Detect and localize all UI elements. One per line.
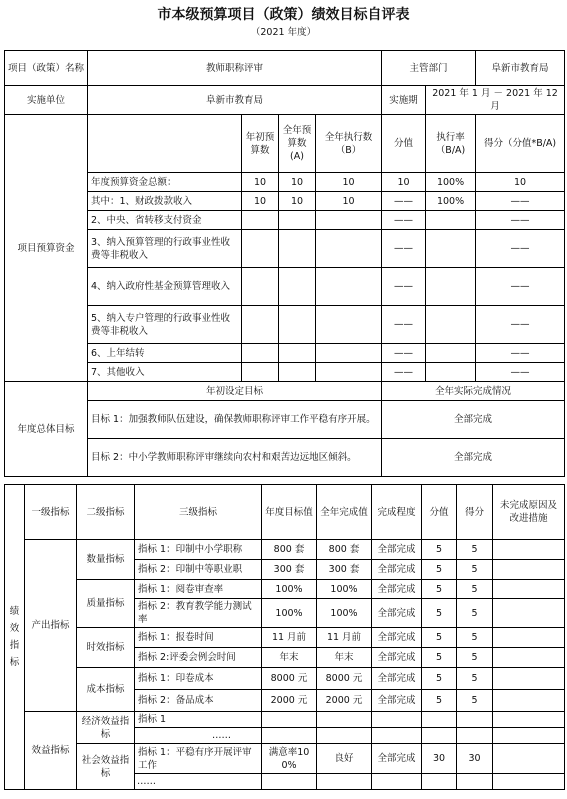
budget-cell-earned: —— (476, 211, 565, 230)
perf-benefit-label: 效益指标 (25, 712, 77, 790)
table-row (5, 192, 565, 211)
perf-social-label: 社会效益指标 (77, 744, 135, 790)
budget-cell-score: 10 (382, 173, 426, 192)
budget-cell-executed (316, 230, 382, 268)
budget-cell-earned: —— (476, 306, 565, 344)
budget-cell-executed (316, 306, 382, 344)
indicator-reason (493, 712, 565, 728)
perf-quantity-label: 数量指标 (77, 540, 135, 580)
goal-actual: 全部完成 (382, 401, 565, 439)
impl-label: 实施单位 (5, 86, 88, 115)
perf-section-label: 绩效指标 (5, 485, 25, 790)
indicator-name: 指标 2：教育教学能力测试率 (135, 599, 262, 628)
indicator-name: 指标 1：阅卷审查率 (135, 580, 262, 599)
budget-cell-full-year (279, 230, 316, 268)
budget-header-blank (88, 115, 242, 173)
budget-cell-executed (316, 211, 382, 230)
budget-cell-initial (242, 230, 279, 268)
perf-header-reason: 未完成原因及改进措施 (493, 485, 565, 540)
budget-cell-initial (242, 363, 279, 382)
indicator-score (422, 728, 457, 744)
indicator-earned: 5 (457, 560, 493, 580)
budget-cell-score: —— (382, 192, 426, 211)
indicator-earned: 5 (457, 690, 493, 712)
budget-cell-executed (316, 363, 382, 382)
project-label: 项目（政策）名称 (5, 51, 88, 86)
budget-row-name: 年度预算资金总额： (88, 173, 242, 192)
perf-header-l3: 三级指标 (135, 485, 262, 540)
indicator-reason (493, 580, 565, 599)
goals-header-target: 年初设定目标 (88, 382, 382, 401)
budget-header-full-year: 全年预算数(A) (279, 115, 316, 173)
indicator-degree: 全部完成 (372, 580, 422, 599)
impl-value: 阜新市教育局 (88, 86, 382, 115)
performance-table (4, 484, 565, 790)
perf-output-label: 产出指标 (25, 540, 77, 712)
indicator-degree: 全部完成 (372, 628, 422, 648)
budget-cell-executed (316, 344, 382, 363)
table-row (5, 628, 565, 648)
indicator-degree: 全部完成 (372, 599, 422, 628)
budget-cell-rate: 100% (426, 173, 476, 192)
indicator-target: 11 月前 (262, 628, 317, 648)
indicator-actual: 8000 元 (317, 668, 372, 690)
perf-cost-label: 成本指标 (77, 668, 135, 712)
indicator-name: 指标 2：备品成本 (135, 690, 262, 712)
indicator-target: 满意率100% (262, 744, 317, 774)
budget-cell-initial: 10 (242, 173, 279, 192)
indicator-earned: 5 (457, 599, 493, 628)
budget-cell-earned: —— (476, 363, 565, 382)
period-value: 2021 年 1 月 － 2021 年 12 月 (426, 86, 565, 115)
indicator-reason (493, 648, 565, 668)
budget-cell-earned: —— (476, 268, 565, 306)
indicator-name: 指标 1：印卷成本 (135, 668, 262, 690)
budget-header-executed: 全年执行数（B） (316, 115, 382, 173)
indicator-target (262, 728, 317, 744)
indicator-target (262, 712, 317, 728)
budget-row-name: 6、上年结转 (88, 344, 242, 363)
indicator-name: 指标 1：报卷时间 (135, 628, 262, 648)
indicator-actual: 11 月前 (317, 628, 372, 648)
budget-section-label: 项目预算资金 (5, 115, 88, 382)
table-row (5, 668, 565, 690)
budget-cell-initial: 10 (242, 192, 279, 211)
budget-cell-score: —— (382, 363, 426, 382)
budget-cell-rate (426, 211, 476, 230)
indicator-score: 30 (422, 744, 457, 774)
budget-cell-executed (316, 268, 382, 306)
indicator-reason (493, 744, 565, 774)
indicator-reason (493, 628, 565, 648)
budget-cell-score: —— (382, 211, 426, 230)
indicator-actual: 2000 元 (317, 690, 372, 712)
indicator-name: 指标 1 (135, 712, 262, 728)
budget-cell-earned: —— (476, 230, 565, 268)
indicator-actual (317, 728, 372, 744)
goals-section-label: 年度总体目标 (5, 382, 88, 477)
indicator-target: 300 套 (262, 560, 317, 580)
budget-cell-earned: 10 (476, 173, 565, 192)
table-row (5, 230, 565, 268)
indicator-degree: 全部完成 (372, 744, 422, 774)
budget-row-name: 5、纳入专户管理的行政事业性收费等非税收入 (88, 306, 242, 344)
indicator-reason (493, 668, 565, 690)
table-row (5, 344, 565, 363)
budget-row-name: 4、纳入政府性基金预算管理收入 (88, 268, 242, 306)
indicator-reason (493, 599, 565, 628)
budget-cell-executed: 10 (316, 173, 382, 192)
budget-cell-rate: 100% (426, 192, 476, 211)
indicator-actual (317, 774, 372, 790)
table-row (5, 540, 565, 560)
goal-actual: 全部完成 (382, 439, 565, 477)
budget-cell-full-year (279, 268, 316, 306)
table-row (5, 439, 565, 477)
indicator-score: 5 (422, 599, 457, 628)
indicator-actual: 年末 (317, 648, 372, 668)
indicator-earned: 5 (457, 668, 493, 690)
dept-label: 主管部门 (382, 51, 476, 86)
indicator-earned: 5 (457, 648, 493, 668)
indicator-target: 100% (262, 580, 317, 599)
indicator-degree (372, 728, 422, 744)
budget-table (4, 50, 565, 477)
budget-cell-score: —— (382, 230, 426, 268)
indicator-name: 指标 1：印制中小学职称 (135, 540, 262, 560)
budget-cell-full-year (279, 344, 316, 363)
budget-cell-initial (242, 268, 279, 306)
perf-timeliness-label: 时效指标 (77, 628, 135, 668)
indicator-reason (493, 690, 565, 712)
budget-cell-initial (242, 306, 279, 344)
indicator-score: 5 (422, 668, 457, 690)
indicator-actual: 300 套 (317, 560, 372, 580)
page-title: 市本级预算项目（政策）绩效目标自评表 (157, 7, 410, 23)
indicator-score: 5 (422, 540, 457, 560)
indicator-earned (457, 774, 493, 790)
indicator-score: 5 (422, 628, 457, 648)
indicator-earned: 30 (457, 744, 493, 774)
budget-cell-initial (242, 211, 279, 230)
perf-header-l1: 一级指标 (25, 485, 77, 540)
indicator-target: 100% (262, 599, 317, 628)
indicator-score: 5 (422, 560, 457, 580)
budget-row-name: 2、中央、省转移支付资金 (88, 211, 242, 230)
indicator-actual: 良好 (317, 744, 372, 774)
indicator-score (422, 774, 457, 790)
table-row (5, 211, 565, 230)
budget-row-name: 7、其他收入 (88, 363, 242, 382)
budget-cell-score: —— (382, 306, 426, 344)
indicator-reason (493, 540, 565, 560)
indicator-earned: 5 (457, 540, 493, 560)
table-row (5, 268, 565, 306)
ellipsis-row: …… (135, 728, 262, 744)
indicator-earned (457, 712, 493, 728)
perf-quality-label: 质量指标 (77, 580, 135, 628)
indicator-reason (493, 774, 565, 790)
budget-row-name: 3、纳入预算管理的行政事业性收费等非税收入 (88, 230, 242, 268)
perf-header-earned: 得分 (457, 485, 493, 540)
indicator-degree: 全部完成 (372, 540, 422, 560)
indicator-actual: 100% (317, 599, 372, 628)
indicator-degree: 全部完成 (372, 668, 422, 690)
budget-header-rate: 执行率（B/A) (426, 115, 476, 173)
budget-cell-rate (426, 306, 476, 344)
indicator-target: 2000 元 (262, 690, 317, 712)
indicator-degree (372, 712, 422, 728)
ellipsis-row: …… (135, 774, 262, 790)
indicator-score: 5 (422, 690, 457, 712)
budget-cell-score: —— (382, 344, 426, 363)
goals-header-actual: 全年实际完成情况 (382, 382, 565, 401)
budget-cell-earned: —— (476, 344, 565, 363)
indicator-degree (372, 774, 422, 790)
budget-header-initial: 年初预算数 (242, 115, 279, 173)
project-value: 教师职称评审 (88, 51, 382, 86)
budget-cell-executed: 10 (316, 192, 382, 211)
indicator-earned: 5 (457, 628, 493, 648)
budget-cell-full-year: 10 (279, 192, 316, 211)
perf-header-score: 分值 (422, 485, 457, 540)
indicator-actual (317, 712, 372, 728)
indicator-reason (493, 560, 565, 580)
table-row (5, 401, 565, 439)
budget-cell-rate (426, 230, 476, 268)
perf-header-actual: 全年完成值 (317, 485, 372, 540)
budget-cell-rate (426, 268, 476, 306)
indicator-target: 年末 (262, 648, 317, 668)
goal-target: 目标 1：加强教师队伍建设，确保教师职称评审工作平稳有序开展。 (88, 401, 382, 439)
indicator-name: 指标 1：平稳有序开展评审工作 (135, 744, 262, 774)
indicator-degree: 全部完成 (372, 690, 422, 712)
perf-header-l2: 二级指标 (77, 485, 135, 540)
table-row (5, 306, 565, 344)
indicator-score: 5 (422, 648, 457, 668)
table-row (5, 712, 565, 728)
budget-cell-score: —— (382, 268, 426, 306)
table-row (5, 173, 565, 192)
perf-econ-label: 经济效益指标 (77, 712, 135, 744)
budget-cell-full-year (279, 306, 316, 344)
budget-row-name: 其中：1、财政拨款收入 (88, 192, 242, 211)
indicator-degree: 全部完成 (372, 648, 422, 668)
indicator-actual: 100% (317, 580, 372, 599)
indicator-target (262, 774, 317, 790)
budget-cell-initial (242, 344, 279, 363)
indicator-reason (493, 728, 565, 744)
indicator-earned (457, 728, 493, 744)
indicator-target: 800 套 (262, 540, 317, 560)
table-row (5, 580, 565, 599)
perf-header-degree: 完成程度 (372, 485, 422, 540)
perf-header-target: 年度目标值 (262, 485, 317, 540)
dept-value: 阜新市教育局 (476, 51, 565, 86)
page-subtitle-year: （2021 年度） (250, 27, 317, 38)
budget-cell-earned: —— (476, 192, 565, 211)
period-label: 实施期 (382, 86, 426, 115)
budget-header-earned: 得分（分值*B/A) (476, 115, 565, 173)
budget-cell-full-year (279, 363, 316, 382)
goal-target: 目标 2：中小学教师职称评审继续向农村和艰苦边远地区倾斜。 (88, 439, 382, 477)
indicator-name: 指标 2：印制中等职业职 (135, 560, 262, 580)
budget-cell-rate (426, 363, 476, 382)
budget-cell-full-year: 10 (279, 173, 316, 192)
budget-cell-full-year (279, 211, 316, 230)
indicator-score: 5 (422, 580, 457, 599)
indicator-degree: 全部完成 (372, 560, 422, 580)
indicator-name: 指标 2:评委会例会时间 (135, 648, 262, 668)
budget-header-score: 分值 (382, 115, 426, 173)
table-row (5, 363, 565, 382)
indicator-target: 8000 元 (262, 668, 317, 690)
indicator-score (422, 712, 457, 728)
indicator-actual: 800 套 (317, 540, 372, 560)
table-row (5, 744, 565, 774)
indicator-earned: 5 (457, 580, 493, 599)
budget-cell-rate (426, 344, 476, 363)
